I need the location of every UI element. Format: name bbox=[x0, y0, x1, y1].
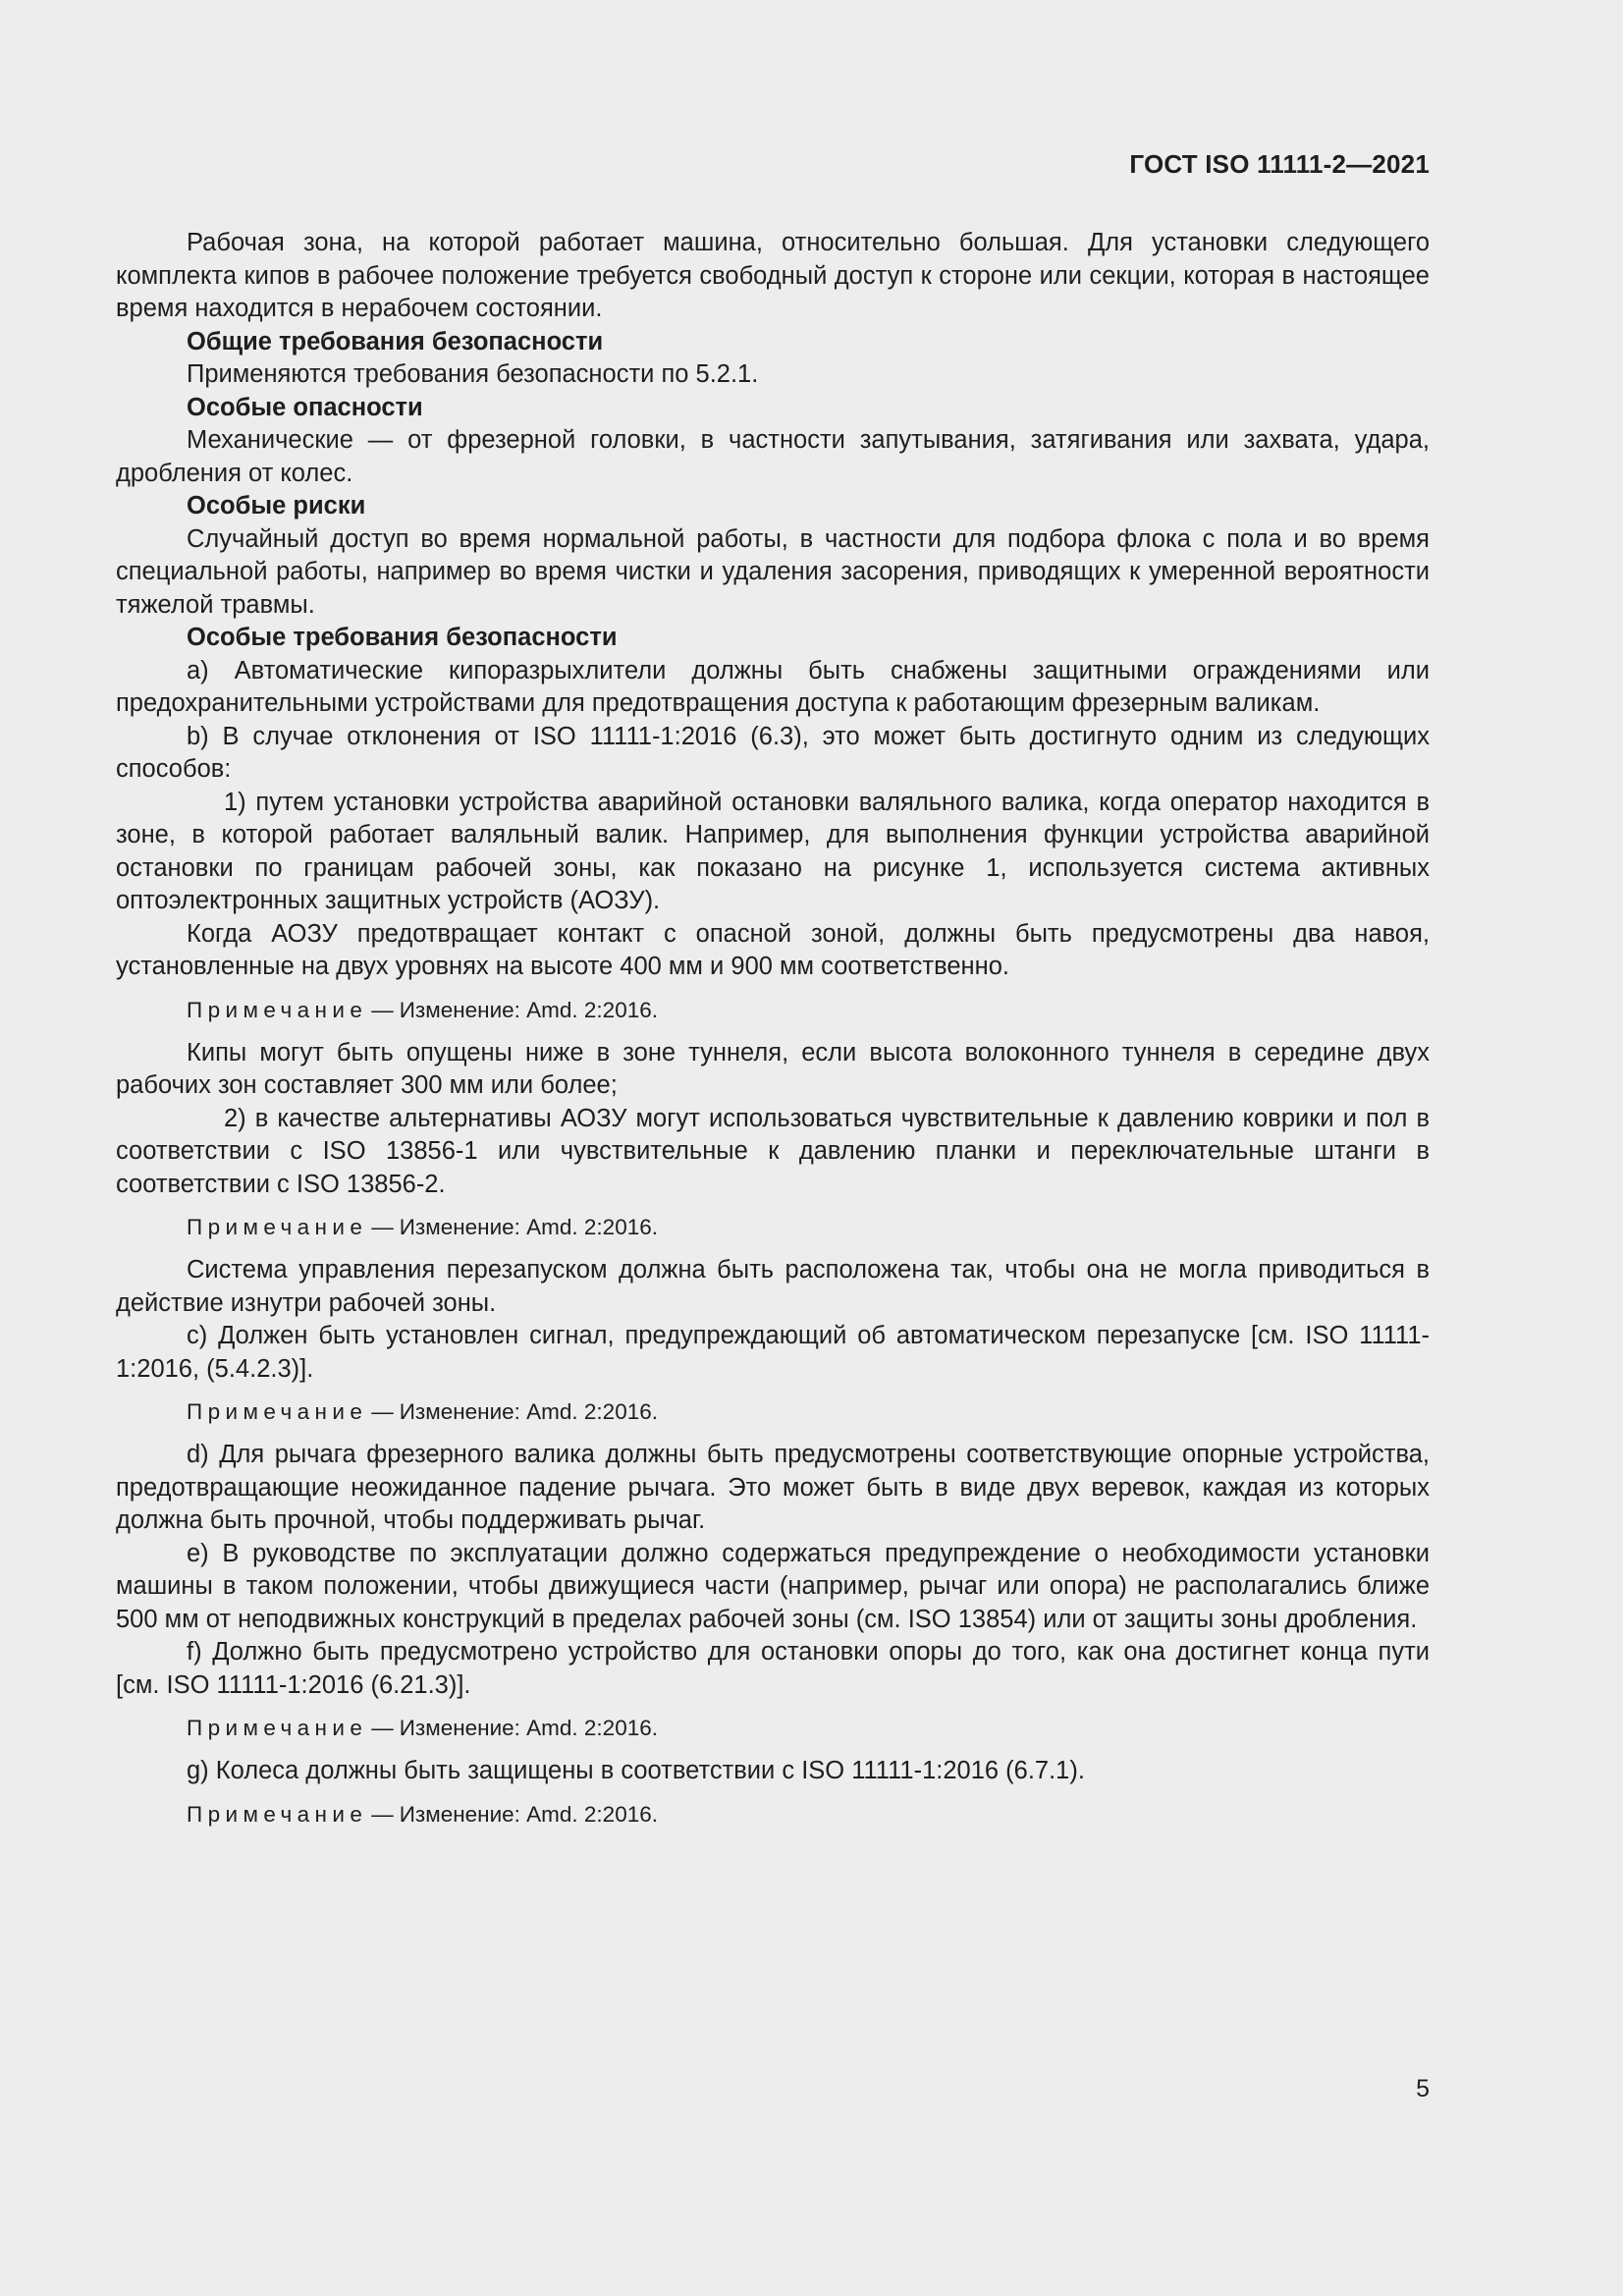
note-dash: — bbox=[371, 1716, 394, 1740]
paragraph: a) Автоматические кипоразрыхлители должны быть снабжены защитными ограждениями или предохранительными устройствами для предотвращения доступа к работающим фрезерным валикам. bbox=[116, 656, 1430, 717]
paragraph: f) Должно быть предусмотрено устройство для остановки опоры до того, как она достигнет конца пути [см. ISO 11111-1:2016 (6.21.3)]. bbox=[116, 1638, 1430, 1699]
paragraph: Рабочая зона, на которой работает машина, относительно большая. Для установки следующего комплекта кипов в рабочее положение требуется свободный доступ к стороне или секции, которая в настоящее время находится в нерабочем состоянии. bbox=[116, 229, 1430, 322]
note-dash: — bbox=[371, 997, 394, 1022]
note bbox=[116, 996, 1430, 1025]
note-label: Примечание bbox=[187, 1215, 368, 1239]
sub-paragraph: 1) путем установки устройства аварийной остановки валяльного валика, когда оператор находится в зоне, в которой работает валяльный валик. Например, для выполнения функции устройства аварийной остановки по границам рабочей зоны, как показано на рисунке 1, используется система активных оптоэлектронных защитных устройств (АОЗУ). bbox=[116, 788, 1430, 914]
note-text: Изменение: Amd. 2:2016. bbox=[399, 1399, 658, 1424]
section-heading: Особые требования безопасности bbox=[187, 624, 618, 651]
paragraph: c) Должен быть установлен сигнал, предупреждающий об автоматическом перезапуске [см. ISO 11111-1:2016, (5.4.2.3)]. bbox=[116, 1322, 1430, 1383]
section-heading: Особые риски bbox=[187, 492, 366, 519]
note bbox=[116, 1800, 1430, 1830]
document-id-header: ГОСТ ISO 11111-2—2021 bbox=[1129, 149, 1430, 179]
note-dash: — bbox=[371, 1215, 394, 1239]
note-text: Изменение: Amd. 2:2016. bbox=[399, 1716, 658, 1740]
note bbox=[116, 1213, 1430, 1242]
note-label: Примечание bbox=[187, 1801, 368, 1827]
note-label: Примечание bbox=[187, 1399, 368, 1424]
paragraph: Применяются требования безопасности по 5.2.1. bbox=[187, 360, 759, 388]
note-dash: — bbox=[371, 1399, 394, 1424]
paragraph: e) В руководстве по эксплуатации должно содержаться предупреждение о необходимости установки машины в таком положении, чтобы движущиеся части (например, рычаг или опора) не располагались ближе 500 мм от неподвижных конструкций в пределах рабочей зоны (см. ISO 13854) или от защиты зоны дробления. bbox=[116, 1539, 1430, 1633]
note-dash: — bbox=[371, 1801, 394, 1827]
note bbox=[116, 1397, 1430, 1427]
paragraph: Механические — от фрезерной головки, в частности запутывания, затягивания или захвата, удара, дробления от колес. bbox=[116, 426, 1430, 487]
paragraph: Когда АОЗУ предотвращает контакт с опасной зоной, должны быть предусмотрены два навоя, установленные на двух уровнях на высоте 400 мм и 900 мм соответственно. bbox=[116, 919, 1430, 980]
paragraph: d) Для рычага фрезерного валика должны быть предусмотрены соответствующие опорные устройства, предотвращающие неожиданное падение рычага. Это может быть в виде двух веревок, каждая из которых должна быть прочной, чтобы поддерживать рычаг. bbox=[116, 1441, 1430, 1534]
note bbox=[116, 1714, 1430, 1743]
paragraph: g) Колеса должны быть защищены в соответствии с ISO 11111-1:2016 (6.7.1). bbox=[187, 1757, 1085, 1784]
paragraph: b) В случае отклонения от ISO 11111-1:2016 (6.3), это может быть достигнуто одним из следующих способов: bbox=[116, 722, 1430, 783]
section-heading: Особые опасности bbox=[187, 393, 423, 421]
paragraph: Случайный доступ во время нормальной работы, в частности для подбора флока с пола и во время специальной работы, например во время чистки и удаления засорения, приводящих к умеренной вероятности тяжелой травмы. bbox=[116, 524, 1430, 619]
paragraph: Система управления перезапуском должна быть расположена так, чтобы она не могла приводиться в действие изнутри рабочей зоны. bbox=[116, 1256, 1430, 1317]
note-text: Изменение: Amd. 2:2016. bbox=[399, 1801, 658, 1827]
page-number: 5 bbox=[1416, 2075, 1430, 2103]
section-heading: Общие требования безопасности bbox=[187, 327, 604, 355]
paragraph: Кипы могут быть опущены ниже в зоне туннеля, если высота волоконного туннеля в середине двух рабочих зон составляет 300 мм или более; bbox=[116, 1038, 1430, 1099]
note-text: Изменение: Amd. 2:2016. bbox=[399, 997, 658, 1022]
sub-paragraph: 2) в качестве альтернативы АОЗУ могут использоваться чувствительные к давлению коврики и пол в соответствии с ISO 13856-1 или чувствительные к давлению планки и переключательные штанги в соответствии с ISO 13856-2. bbox=[116, 1104, 1430, 1198]
note-label: Примечание bbox=[187, 997, 368, 1022]
page-body bbox=[116, 227, 1430, 1841]
note-label: Примечание bbox=[187, 1716, 368, 1740]
note-text: Изменение: Amd. 2:2016. bbox=[399, 1215, 658, 1239]
